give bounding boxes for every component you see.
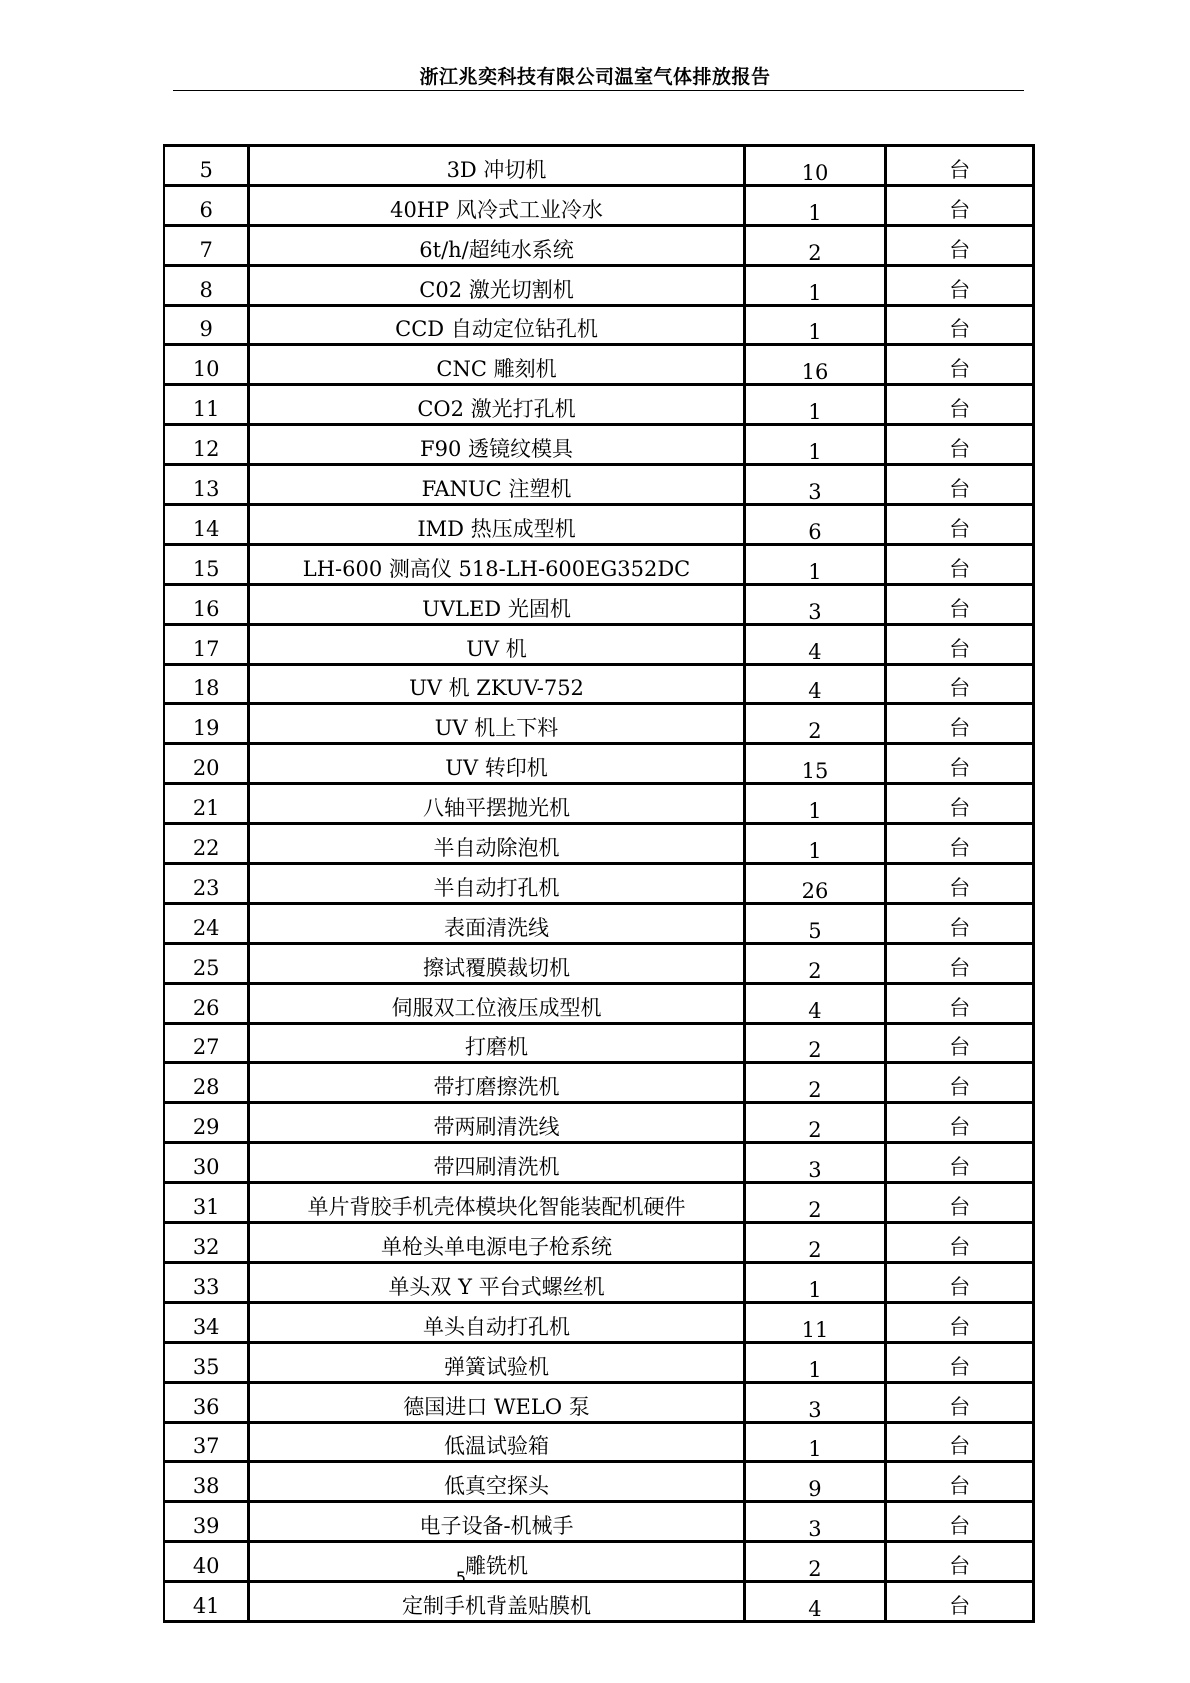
equipment-name-cell: 低温试验箱 — [249, 1422, 744, 1462]
equipment-table-container — [163, 144, 1035, 1623]
equipment-name-cell: 八轴平摆抛光机 — [249, 784, 744, 824]
table-row — [164, 305, 1034, 345]
quantity-cell: 5 — [744, 903, 886, 943]
equipment-name-cell: UV 机 ZKUV-752 — [249, 664, 744, 704]
table-row — [164, 584, 1034, 624]
row-number-cell: 31 — [164, 1183, 249, 1223]
quantity-cell: 10 — [744, 146, 886, 186]
quantity-cell: 1 — [744, 544, 886, 584]
row-number-cell: 34 — [164, 1302, 249, 1342]
equipment-name-cell: CCD 自动定位钻孔机 — [249, 305, 744, 345]
table-row — [164, 345, 1034, 385]
table-row — [164, 544, 1034, 584]
row-number-cell: 7 — [164, 225, 249, 265]
row-number-cell: 20 — [164, 744, 249, 784]
unit-cell: 台 — [886, 624, 1034, 664]
quantity-cell: 3 — [744, 465, 886, 505]
unit-cell: 台 — [886, 584, 1034, 624]
quantity-cell: 1 — [744, 305, 886, 345]
table-row — [164, 1063, 1034, 1103]
unit-cell: 台 — [886, 1342, 1034, 1382]
row-number-cell: 40 — [164, 1542, 249, 1582]
unit-cell: 台 — [886, 744, 1034, 784]
quantity-cell: 1 — [744, 265, 886, 305]
quantity-cell: 3 — [744, 1382, 886, 1422]
quantity-cell: 2 — [744, 1223, 886, 1263]
unit-cell: 台 — [886, 1063, 1034, 1103]
table-row — [164, 1342, 1034, 1382]
equipment-name-cell: 半自动除泡机 — [249, 824, 744, 864]
table-row — [164, 1382, 1034, 1422]
quantity-cell: 9 — [744, 1462, 886, 1502]
equipment-name-cell: UV 转印机 — [249, 744, 744, 784]
equipment-table — [163, 144, 1035, 1623]
unit-cell: 台 — [886, 544, 1034, 584]
row-number-cell: 27 — [164, 1023, 249, 1063]
row-number-cell: 14 — [164, 505, 249, 545]
row-number-cell: 30 — [164, 1143, 249, 1183]
equipment-name-cell: 单片背胶手机壳体模块化智能装配机硬件 — [249, 1183, 744, 1223]
equipment-name-cell: 带打磨擦洗机 — [249, 1063, 744, 1103]
equipment-name-cell: IMD 热压成型机 — [249, 505, 744, 545]
row-number-cell: 28 — [164, 1063, 249, 1103]
row-number-cell: 38 — [164, 1462, 249, 1502]
quantity-cell: 2 — [744, 1183, 886, 1223]
equipment-name-cell: 带四刷清洗机 — [249, 1143, 744, 1183]
quantity-cell: 3 — [744, 1143, 886, 1183]
unit-cell: 台 — [886, 1302, 1034, 1342]
quantity-cell: 11 — [744, 1302, 886, 1342]
row-number-cell: 21 — [164, 784, 249, 824]
equipment-name-cell: CNC 雕刻机 — [249, 345, 744, 385]
row-number-cell: 8 — [164, 265, 249, 305]
unit-cell: 台 — [886, 983, 1034, 1023]
unit-cell: 台 — [886, 824, 1034, 864]
table-row — [164, 1462, 1034, 1502]
row-number-cell: 24 — [164, 903, 249, 943]
table-row — [164, 1582, 1034, 1622]
table-row — [164, 1262, 1034, 1302]
row-number-cell: 13 — [164, 465, 249, 505]
unit-cell: 台 — [886, 225, 1034, 265]
unit-cell: 台 — [886, 305, 1034, 345]
table-row — [164, 1103, 1034, 1143]
unit-cell: 台 — [886, 1502, 1034, 1542]
quantity-cell: 2 — [744, 943, 886, 983]
quantity-cell: 2 — [744, 1542, 886, 1582]
equipment-name-cell: 半自动打孔机 — [249, 864, 744, 904]
page-header-title: 浙江兆奕科技有限公司温室气体排放报告 — [419, 66, 771, 88]
quantity-cell: 3 — [744, 584, 886, 624]
table-row — [164, 1023, 1034, 1063]
row-number-cell: 37 — [164, 1422, 249, 1462]
table-row — [164, 624, 1034, 664]
unit-cell: 台 — [886, 1542, 1034, 1582]
equipment-name-cell: 弹簧试验机 — [249, 1342, 744, 1382]
row-number-cell: 17 — [164, 624, 249, 664]
quantity-cell: 1 — [744, 425, 886, 465]
unit-cell: 台 — [886, 1223, 1034, 1263]
table-row — [164, 425, 1034, 465]
equipment-name-cell: 擦试覆膜裁切机 — [249, 943, 744, 983]
unit-cell: 台 — [886, 784, 1034, 824]
table-row — [164, 225, 1034, 265]
quantity-cell: 2 — [744, 1023, 886, 1063]
unit-cell: 台 — [886, 1582, 1034, 1622]
equipment-name-cell: 单头双 Y 平台式螺丝机 — [249, 1262, 744, 1302]
row-number-cell: 23 — [164, 864, 249, 904]
quantity-cell: 2 — [744, 225, 886, 265]
equipment-name-cell: 定制手机背盖贴膜机 — [249, 1582, 744, 1622]
row-number-cell: 10 — [164, 345, 249, 385]
equipment-name-cell: 低真空探头 — [249, 1462, 744, 1502]
table-row — [164, 1183, 1034, 1223]
row-number-cell: 16 — [164, 584, 249, 624]
quantity-cell: 1 — [744, 1342, 886, 1382]
equipment-name-cell: F90 透镜纹模具 — [249, 425, 744, 465]
equipment-name-cell: 德国进口 WELO 泵 — [249, 1382, 744, 1422]
unit-cell: 台 — [886, 1143, 1034, 1183]
table-row — [164, 185, 1034, 225]
equipment-table-body — [164, 146, 1034, 1622]
unit-cell: 台 — [886, 1422, 1034, 1462]
unit-cell: 台 — [886, 505, 1034, 545]
row-number-cell: 15 — [164, 544, 249, 584]
unit-cell: 台 — [886, 664, 1034, 704]
quantity-cell: 4 — [744, 664, 886, 704]
row-number-cell: 5 — [164, 146, 249, 186]
unit-cell: 台 — [886, 903, 1034, 943]
row-number-cell: 22 — [164, 824, 249, 864]
table-row — [164, 265, 1034, 305]
quantity-cell: 2 — [744, 1103, 886, 1143]
header-divider — [173, 90, 1024, 91]
equipment-name-cell: UV 机 — [249, 624, 744, 664]
unit-cell: 台 — [886, 1183, 1034, 1223]
row-number-cell: 9 — [164, 305, 249, 345]
unit-cell: 台 — [886, 1382, 1034, 1422]
equipment-name-cell: 打磨机 — [249, 1023, 744, 1063]
unit-cell: 台 — [886, 185, 1034, 225]
row-number-cell: 6 — [164, 185, 249, 225]
unit-cell: 台 — [886, 465, 1034, 505]
quantity-cell: 4 — [744, 1582, 886, 1622]
row-number-cell: 12 — [164, 425, 249, 465]
equipment-name-cell: 单枪头单电源电子枪系统 — [249, 1223, 744, 1263]
table-row — [164, 385, 1034, 425]
table-row — [164, 1223, 1034, 1263]
unit-cell: 台 — [886, 265, 1034, 305]
equipment-name-cell: UV 机上下料 — [249, 704, 744, 744]
table-row — [164, 784, 1034, 824]
unit-cell: 台 — [886, 943, 1034, 983]
table-row — [164, 943, 1034, 983]
quantity-cell: 2 — [744, 1063, 886, 1103]
quantity-cell: 15 — [744, 744, 886, 784]
table-row — [164, 1143, 1034, 1183]
row-number-cell: 26 — [164, 983, 249, 1023]
unit-cell: 台 — [886, 864, 1034, 904]
equipment-name-cell: 伺服双工位液压成型机 — [249, 983, 744, 1023]
unit-cell: 台 — [886, 146, 1034, 186]
row-number-cell: 35 — [164, 1342, 249, 1382]
quantity-cell: 1 — [744, 1422, 886, 1462]
row-number-cell: 11 — [164, 385, 249, 425]
quantity-cell: 3 — [744, 1502, 886, 1542]
unit-cell: 台 — [886, 345, 1034, 385]
equipment-name-cell: FANUC 注塑机 — [249, 465, 744, 505]
row-number-cell: 39 — [164, 1502, 249, 1542]
unit-cell: 台 — [886, 425, 1034, 465]
table-row — [164, 704, 1034, 744]
quantity-cell: 1 — [744, 185, 886, 225]
equipment-name-cell: UVLED 光固机 — [249, 584, 744, 624]
unit-cell: 台 — [886, 704, 1034, 744]
table-row — [164, 1502, 1034, 1542]
unit-cell: 台 — [886, 1262, 1034, 1302]
table-row — [164, 505, 1034, 545]
quantity-cell: 2 — [744, 704, 886, 744]
equipment-name-cell: 40HP 风冷式工业冷水 — [249, 185, 744, 225]
row-number-cell: 29 — [164, 1103, 249, 1143]
table-row — [164, 146, 1034, 186]
quantity-cell: 1 — [744, 1262, 886, 1302]
quantity-cell: 1 — [744, 784, 886, 824]
equipment-name-cell: 3D 冲切机 — [249, 146, 744, 186]
equipment-name-cell: 表面清洗线 — [249, 903, 744, 943]
quantity-cell: 1 — [744, 824, 886, 864]
unit-cell: 台 — [886, 1103, 1034, 1143]
table-row — [164, 824, 1034, 864]
equipment-name-cell: 雕铣机 — [249, 1542, 744, 1582]
unit-cell: 台 — [886, 1462, 1034, 1502]
table-row — [164, 903, 1034, 943]
table-row — [164, 744, 1034, 784]
equipment-name-cell: LH-600 测高仪 518-LH-600EG352DC — [249, 544, 744, 584]
unit-cell: 台 — [886, 1023, 1034, 1063]
row-number-cell: 25 — [164, 943, 249, 983]
row-number-cell: 19 — [164, 704, 249, 744]
equipment-name-cell: 单头自动打孔机 — [249, 1302, 744, 1342]
equipment-name-cell: 带两刷清洗线 — [249, 1103, 744, 1143]
table-row — [164, 1302, 1034, 1342]
page-number: 5 — [455, 1568, 467, 1587]
table-row — [164, 983, 1034, 1023]
quantity-cell: 1 — [744, 385, 886, 425]
equipment-name-cell: 电子设备-机械手 — [249, 1502, 744, 1542]
table-row — [164, 465, 1034, 505]
row-number-cell: 32 — [164, 1223, 249, 1263]
equipment-name-cell: CO2 激光打孔机 — [249, 385, 744, 425]
quantity-cell: 26 — [744, 864, 886, 904]
quantity-cell: 4 — [744, 983, 886, 1023]
unit-cell: 台 — [886, 385, 1034, 425]
quantity-cell: 16 — [744, 345, 886, 385]
row-number-cell: 41 — [164, 1582, 249, 1622]
row-number-cell: 36 — [164, 1382, 249, 1422]
table-row — [164, 664, 1034, 704]
quantity-cell: 6 — [744, 505, 886, 545]
table-row — [164, 1422, 1034, 1462]
table-row — [164, 864, 1034, 904]
row-number-cell: 33 — [164, 1262, 249, 1302]
equipment-name-cell: 6t/h/超纯水系统 — [249, 225, 744, 265]
quantity-cell: 4 — [744, 624, 886, 664]
equipment-name-cell: C02 激光切割机 — [249, 265, 744, 305]
row-number-cell: 18 — [164, 664, 249, 704]
